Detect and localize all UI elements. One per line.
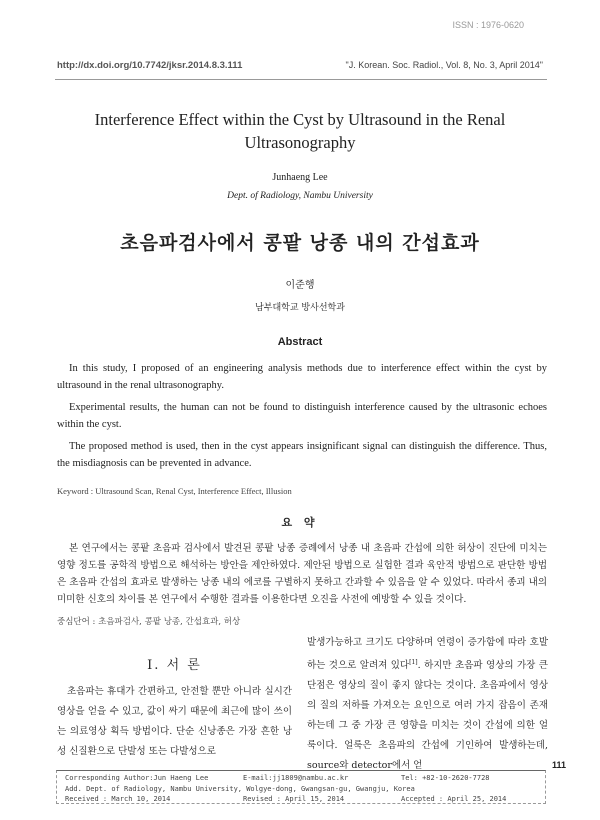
header-divider — [55, 79, 547, 80]
abstract-paragraph: The proposed method is used, then in the cyst appears insignificant signal can distinguish the difference. Thus, the misdiagnosis can be prevented in advance. — [57, 441, 547, 469]
intro-left-column: 초음파는 휴대가 간편하고, 안전할 뿐만 아니라 실시간 영상을 얻을 수 있고, 값이 싸기 때문에 최근에 많이 쓰이는 의료영상 획득 방법이다. 단순 신낭종은 가장 흔한 낭성 신질환으로 단발성 또는 다발성으로 — [57, 686, 292, 757]
correspondence-box — [56, 770, 546, 804]
intro-text: 발생가능하고 크기도 다양하며 연령이 증가함에 따라 호발하는 것으로 알려져 있다 — [307, 637, 548, 672]
journal-citation: "J. Korean. Soc. Radiol., Vol. 8, No. 3, April 2014" — [345, 60, 543, 70]
title-english: Interference Effect within the Cyst by Ultrasound in the Renal Ultrasonography — [94, 110, 506, 152]
accepted-date: Accepted : April 25, 2014 — [401, 795, 507, 803]
abstract-paragraph: Experimental results, the human can not be found to distinguish interference caused by the ultrasonic echoes within the cyst. — [57, 402, 547, 430]
abstract-paragraph: In this study, I proposed of an engineering analysis methods due to interference effect within the cyst by ultrasound in the renal ultrasonography. — [57, 363, 547, 391]
keywords-korean: 중심단어 : 초음파검사, 콩팥 낭종, 간섭효과, 허상 — [57, 617, 241, 627]
abstract-korean-heading: 요 약 — [281, 516, 319, 529]
author-address: Add. Dept. of Radiology, Nambu University, Wolgye-dong, Gwangsan-gu, Gwangju, Korea — [65, 784, 415, 793]
author-english: Junhaeng Lee — [272, 172, 328, 183]
page-number: 111 — [552, 760, 567, 770]
issn: ISSN : 1976-0620 — [452, 20, 524, 30]
author-korean: 이준행 — [285, 280, 315, 291]
author-tel: Tel: +82-10-2620-7728 — [401, 774, 490, 782]
citation-ref[interactable]: [1] — [409, 659, 418, 666]
section-heading-introduction: Ⅰ. 서 론 — [147, 658, 202, 673]
title-korean: 초음파검사에서 콩팥 낭종 내의 간섭효과 — [120, 232, 480, 254]
intro-right-column — [307, 633, 548, 776]
intro-text: . 하지만 초음파 영상의 가장 큰 단점은 영상의 질이 좋지 않다는 것이다. 초음파에서 영상의 질의 저하를 가져오는 요인으로 여러 가지 잡음이 존재하는데 그 중 가장 큰 영향을 미치는 것이 간섭에 의한 얼룩이다. 얼룩은 초음파의 간섭에 기인하여 발생하는데, source와 detector에서 얻 — [307, 660, 548, 772]
revised-date: Revised : April 15, 2014 — [243, 795, 345, 803]
keywords-english: Keyword : Ultrasound Scan, Renal Cyst, Interference Effect, Illusion — [57, 486, 292, 496]
abstract-body — [57, 360, 547, 477]
doi-link[interactable]: http://dx.doi.org/10.7742/jksr.2014.8.3.111 — [57, 60, 243, 71]
department-english: Dept. of Radiology, Nambu University — [227, 191, 373, 201]
abstract-heading: Abstract — [277, 336, 323, 348]
received-date: Received : March 10, 2014 — [65, 795, 171, 803]
author-email[interactable]: E-mail:jj1809@nambu.ac.kr — [243, 774, 349, 782]
abstract-korean-body: 본 연구에서는 콩팥 초음파 검사에서 발견된 콩팥 낭종 증례에서 낭종 내 초음파 간섭에 의한 허상이 진단에 미치는 영향 정도를 공학적 방법으로 해석하는 방안을 제안하였다. 제안된 방법으로 실험한 결과 육안적 방법으로 판단한 방법은 초음파 간섭의 효과로 발생하는 낭종 내의 에코를 구별하지 못하고 간과할 수 있음을 알 수 있었다. 따라서 종괴 내의 미미한 신호의 차이를 본 연구에서 수행한 결과를 이용한다면 오진을 사전에 예방할 수 있을 것이다. — [57, 543, 547, 605]
department-korean: 남부대학교 방사선학과 — [255, 303, 345, 313]
corresponding-author: Corresponding Author:Jun Haeng Lee — [65, 774, 209, 782]
